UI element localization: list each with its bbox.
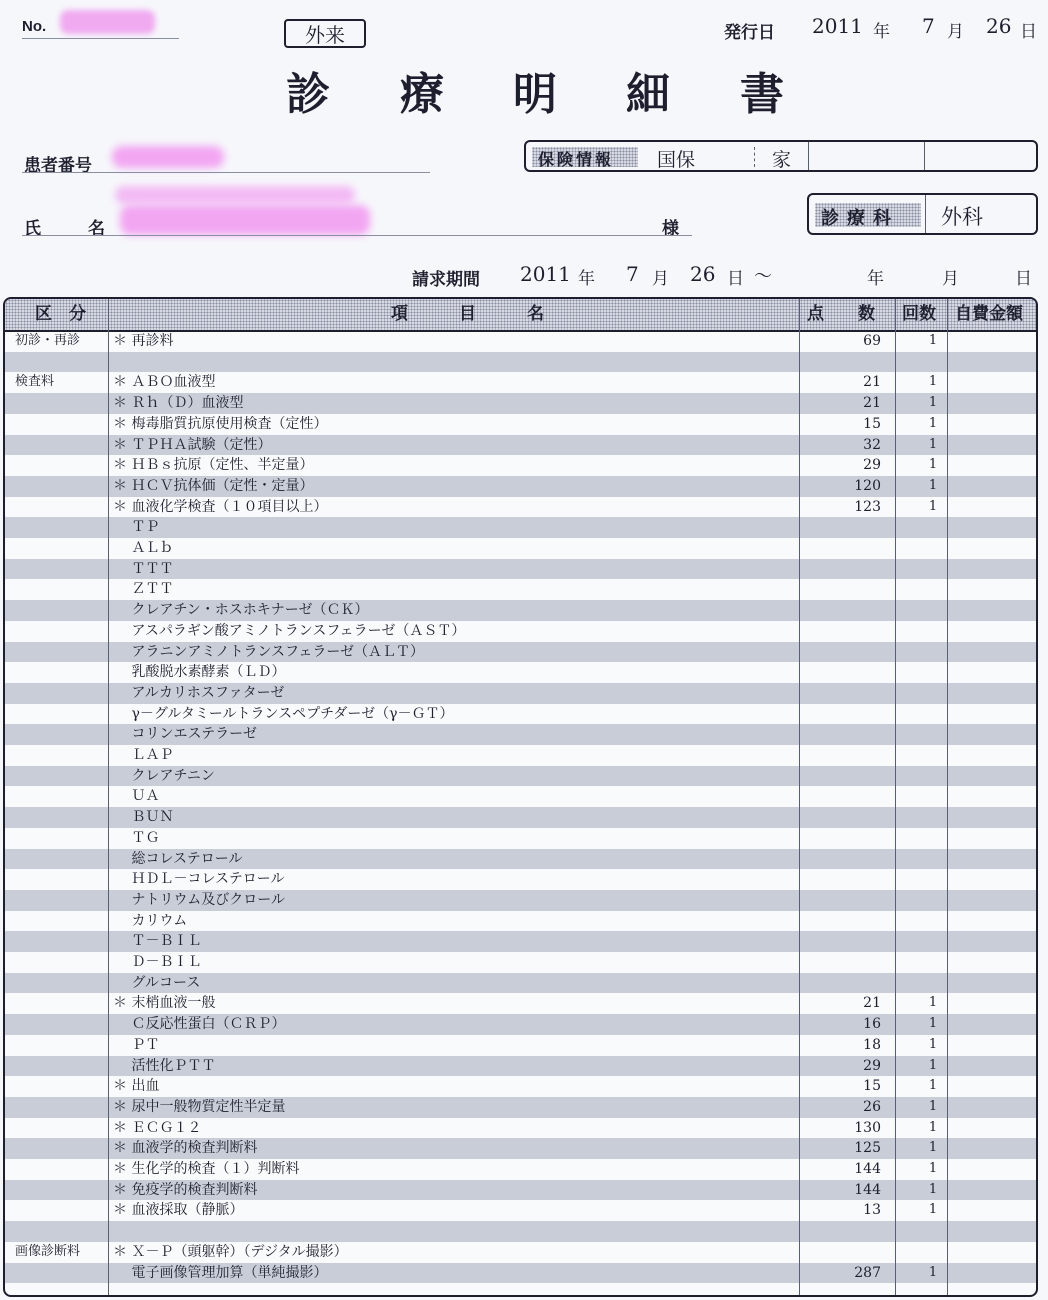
- issue-year: 2011: [812, 14, 863, 38]
- row-item-name: アスパラギン酸アミノトランスフェラーゼ（ＡＳＴ）: [113, 622, 466, 639]
- insurance-info-box: [524, 140, 1038, 172]
- row-count: 1: [928, 415, 938, 431]
- table-row: [5, 1097, 1036, 1118]
- table-row: [5, 745, 1036, 766]
- issue-year-char: 年: [873, 22, 890, 42]
- redacted-document-number: [60, 10, 155, 34]
- row-count: 1: [928, 374, 938, 390]
- row-item-name: 総コレステロール: [113, 850, 243, 867]
- table-row: [5, 1180, 1036, 1201]
- row-item-name: ＊ Ｒｈ（Ｄ）血液型: [113, 395, 244, 412]
- row-count: 1: [928, 1181, 938, 1197]
- billing-tilde: ～: [754, 266, 772, 287]
- name-label-2: 名: [88, 219, 105, 239]
- billing-end-month-char: 月: [942, 269, 959, 289]
- row-item-name: カリウム: [113, 912, 188, 929]
- insurance-label: 保険情報: [538, 150, 615, 169]
- row-points: 15: [863, 1078, 881, 1095]
- row-points: 32: [863, 436, 881, 453]
- row-count: 1: [928, 1140, 938, 1156]
- table-row: [5, 642, 1036, 663]
- issue-date-label: 発行日: [724, 23, 775, 43]
- row-points: 29: [863, 457, 881, 474]
- row-points: 69: [863, 333, 881, 349]
- header-category: 区 分: [35, 304, 86, 324]
- row-item-name: Ｃ反応性蛋白（ＣＲＰ）: [113, 1016, 286, 1033]
- row-points: 21: [863, 374, 881, 391]
- row-count: 1: [928, 1202, 938, 1218]
- table-row: [5, 704, 1036, 725]
- issue-day: 26: [986, 14, 1012, 38]
- row-count: 1: [928, 1098, 938, 1114]
- table-header: [5, 299, 1036, 332]
- issue-month: 7: [922, 14, 935, 38]
- row-count: 1: [928, 1036, 938, 1052]
- table-row: [5, 931, 1036, 952]
- row-item-name: ＰＴ: [113, 1036, 160, 1053]
- row-category: 画像診断料: [15, 1243, 81, 1259]
- row-item-name: ＊ 免疫学的検査判断料: [113, 1181, 258, 1198]
- row-item-name: ＴＧ: [113, 829, 160, 846]
- row-count: 1: [928, 457, 938, 473]
- row-points: 123: [854, 498, 881, 515]
- billing-year-char: 年: [578, 269, 595, 289]
- row-item-name: ＊ 血液学的検査判断料: [113, 1140, 258, 1157]
- table-row: [5, 435, 1036, 456]
- row-item-name: アラニンアミノトランスフェラーゼ（ＡＬＴ）: [113, 643, 425, 660]
- title-char: 明: [513, 69, 557, 120]
- table-row: [5, 538, 1036, 559]
- row-item-name: クレアチニン: [113, 767, 215, 784]
- row-item-name: ＊ ＡＢＯ血液型: [113, 374, 216, 391]
- table-row: [5, 662, 1036, 683]
- table-row: [5, 828, 1036, 849]
- row-item-name: 電子画像管理加算（単純撮影）: [113, 1264, 328, 1281]
- row-count: 1: [928, 995, 938, 1011]
- department-box: [807, 193, 1038, 235]
- table-row: [5, 1014, 1036, 1035]
- row-item-name: ＊ 再診料: [113, 333, 174, 349]
- redacted-name-kana: [115, 186, 355, 204]
- row-count: 1: [928, 1057, 938, 1073]
- billing-day: 26: [690, 262, 716, 286]
- honorific: 様: [662, 219, 679, 239]
- header-count: 回数: [902, 304, 936, 324]
- billing-month-char: 月: [652, 269, 669, 289]
- patient-name-line: [22, 235, 692, 236]
- header-points: 点 数: [807, 304, 875, 324]
- column-divider: [947, 299, 948, 1295]
- table-row: [5, 1200, 1036, 1221]
- table-row: [5, 600, 1036, 621]
- table-row: [5, 393, 1036, 414]
- table-row: [5, 786, 1036, 807]
- row-item-name: ＴＴＴ: [113, 560, 174, 577]
- table-row: [5, 1221, 1036, 1242]
- table-row: [5, 414, 1036, 435]
- row-item-name: ＨＤＬ－コレステロール: [113, 871, 285, 888]
- row-points: 21: [863, 395, 881, 412]
- department-label: 診療科: [821, 208, 899, 229]
- row-points: 144: [854, 1181, 881, 1198]
- header-self-pay: 自費金額: [955, 304, 1023, 324]
- row-item-name: コリンエステラーゼ: [113, 726, 257, 743]
- issue-month-char: 月: [947, 22, 964, 42]
- table-row: [5, 766, 1036, 787]
- row-count: 1: [928, 498, 938, 514]
- issue-day-char: 日: [1020, 22, 1037, 42]
- title-char: 書: [740, 69, 784, 120]
- row-item-name: クレアチン・ホスホキナーゼ（ＣＫ）: [113, 602, 369, 619]
- table-row: [5, 807, 1036, 828]
- row-category: 検査料: [15, 374, 55, 390]
- table-row: [5, 869, 1036, 890]
- row-item-name: ＊ 血液化学検査（１０項目以上）: [113, 498, 328, 515]
- row-item-name: Ｄ－ＢＩＬ: [113, 954, 202, 970]
- title-char: 療: [400, 69, 444, 120]
- table-row: [5, 517, 1036, 538]
- table-row: [5, 911, 1036, 932]
- table-row: [5, 849, 1036, 870]
- redacted-patient-number: [112, 146, 224, 168]
- redacted-patient-name: [120, 205, 370, 235]
- row-count: 1: [928, 477, 938, 493]
- document-number-label: No.: [22, 18, 47, 35]
- patient-number-label: 患者番号: [24, 156, 92, 176]
- row-count: 1: [928, 1264, 938, 1280]
- row-item-name: ＊ 尿中一般物質定性半定量: [113, 1098, 286, 1115]
- row-item-name: ＢＵＮ: [113, 809, 174, 826]
- billing-year: 2011: [520, 262, 571, 286]
- row-points: 144: [854, 1161, 881, 1177]
- visit-type-badge: 外来: [284, 19, 366, 48]
- table-row: [5, 579, 1036, 600]
- row-points: 13: [863, 1202, 881, 1219]
- table-row: [5, 1035, 1036, 1056]
- table-row: [5, 724, 1036, 745]
- row-item-name: 乳酸脱水素酵素（ＬＤ）: [113, 664, 286, 681]
- billing-month: 7: [626, 262, 639, 286]
- itemized-table: [3, 297, 1038, 1297]
- table-row: [5, 497, 1036, 518]
- row-points: 130: [854, 1119, 881, 1136]
- row-item-name: ナトリウム及びクロール: [113, 891, 286, 908]
- row-item-name: ＊ ＨＣＶ抗体価（定性・定量）: [113, 477, 314, 494]
- row-item-name: アルカリホスファターゼ: [113, 684, 285, 701]
- insurance-relation: 家: [772, 149, 792, 171]
- table-row: [5, 1263, 1036, 1284]
- table-row: [5, 1242, 1036, 1263]
- title-char: 診: [286, 69, 330, 120]
- row-points: 15: [863, 415, 881, 432]
- row-points: 29: [863, 1057, 881, 1074]
- table-row: [5, 1118, 1036, 1139]
- header-item-name: 項 目 名: [391, 304, 544, 324]
- billing-end-year-char: 年: [867, 269, 884, 289]
- row-item-name: ＺＴＴ: [113, 581, 174, 598]
- row-points: 125: [854, 1140, 881, 1157]
- patient-number-line: [22, 172, 430, 173]
- row-count: 1: [928, 436, 938, 452]
- table-row: [5, 372, 1036, 393]
- row-points: 120: [854, 477, 881, 494]
- table-row: [5, 331, 1036, 352]
- row-count: 1: [928, 333, 938, 348]
- table-row: [5, 455, 1036, 476]
- row-item-name: ＊ ＨＢｓ抗原（定性、半定量）: [113, 457, 314, 474]
- row-item-name: γ－グルタミールトランスペプチダーゼ（γ－ＧＴ）: [113, 705, 454, 722]
- row-points: 18: [863, 1036, 881, 1053]
- row-count: 1: [928, 395, 938, 411]
- department-value: 外科: [941, 205, 983, 229]
- insurance-type: 国保: [657, 149, 696, 171]
- row-item-name: ＵＡ: [113, 788, 160, 805]
- column-divider: [108, 299, 109, 1295]
- row-item-name: ＊ ＴＰＨＡ試験（定性）: [113, 436, 272, 453]
- row-count: 1: [928, 1016, 938, 1032]
- table-row: [5, 1076, 1036, 1097]
- document-number-line: [22, 38, 179, 39]
- table-row: [5, 993, 1036, 1014]
- row-item-name: ＊ 末梢血液一般: [113, 995, 216, 1012]
- row-item-name: ＡＬｂ: [113, 540, 174, 556]
- table-row: [5, 952, 1036, 973]
- row-item-name: ＊ 梅毒脂質抗原使用検査（定性）: [113, 415, 328, 432]
- column-divider: [895, 299, 896, 1295]
- row-points: 26: [863, 1098, 881, 1115]
- row-points: 16: [863, 1016, 881, 1033]
- row-category: 初診・再診: [15, 333, 81, 348]
- name-label-1: 氏: [24, 219, 41, 239]
- table-row: [5, 476, 1036, 497]
- row-item-name: グルコース: [113, 974, 201, 991]
- table-row: [5, 1056, 1036, 1077]
- row-item-name: ＊ Ｘ－Ｐ（頭躯幹）（デジタル撮影）: [113, 1243, 348, 1260]
- row-item-name: 活性化ＰＴＴ: [113, 1057, 216, 1074]
- table-row: [5, 973, 1036, 994]
- billing-end-day-char: 日: [1015, 269, 1032, 289]
- table-row: [5, 352, 1036, 373]
- row-points: 287: [854, 1264, 881, 1281]
- table-row: [5, 683, 1036, 704]
- row-item-name: ＊ 生化学的検査（１）判断料: [113, 1161, 300, 1177]
- row-item-name: ＴＰ: [113, 519, 160, 536]
- table-row: [5, 621, 1036, 642]
- table-row: [5, 1159, 1036, 1180]
- billing-period-label: 請求期間: [412, 270, 480, 290]
- billing-day-char: 日: [727, 269, 744, 289]
- row-count: 1: [928, 1119, 938, 1135]
- row-points: 21: [863, 995, 881, 1012]
- row-item-name: ＊ ＥＣＧ１２: [113, 1119, 202, 1136]
- column-divider: [799, 299, 800, 1295]
- table-row: [5, 1138, 1036, 1159]
- row-item-name: ＊ 血液採取（静脈）: [113, 1202, 244, 1219]
- row-item-name: ＊ 出血: [113, 1078, 160, 1095]
- table-row: [5, 559, 1036, 580]
- row-item-name: ＬＡＰ: [113, 747, 174, 763]
- row-count: 1: [928, 1078, 938, 1094]
- row-item-name: Ｔ－ＢＩＬ: [113, 933, 202, 950]
- row-count: 1: [928, 1161, 938, 1176]
- table-row: [5, 890, 1036, 911]
- title-char: 細: [626, 69, 670, 120]
